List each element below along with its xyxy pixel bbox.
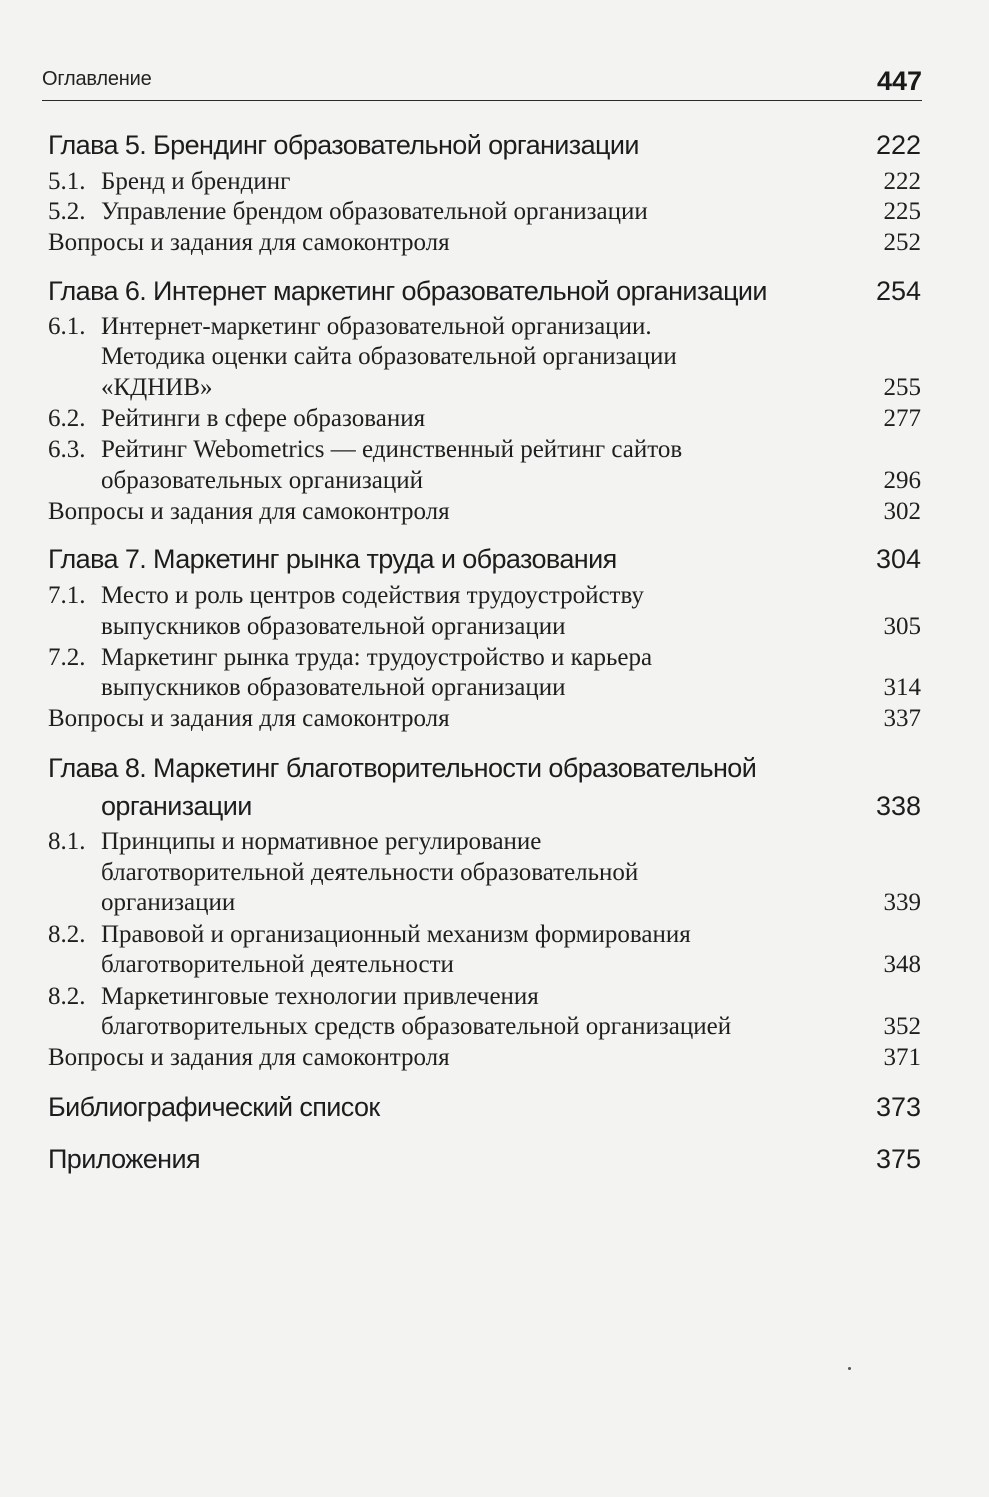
bibliography-title: Библиографический список <box>48 1092 380 1122</box>
paper-speck <box>848 1367 851 1370</box>
chapter-8-title-line: Глава 8. Маркетинг благотворительности образовательной <box>48 753 757 783</box>
appendices-title: Приложения <box>48 1144 200 1174</box>
section-page: 277 <box>883 405 921 432</box>
section-title-line: Методика оценки сайта образовательной организации <box>101 343 677 370</box>
chapter-5-title: Глава 5. Брендинг образовательной организации <box>48 130 639 160</box>
section-title: Бренд и брендинг <box>101 168 291 195</box>
chapter-6-title: Глава 6. Интернет маркетинг образовательной организации <box>48 276 767 306</box>
section-page: 305 <box>883 613 921 640</box>
section-page: 222 <box>883 168 921 195</box>
chapter-8-page: 338 <box>875 791 921 821</box>
bibliography-page: 373 <box>875 1092 921 1122</box>
questions-page: 371 <box>883 1044 921 1071</box>
questions-title: Вопросы и задания для самоконтроля <box>48 705 450 732</box>
section-number: 8.1. <box>48 828 86 855</box>
section-title-line: Маркетинговые технологии привлечения <box>101 983 539 1010</box>
section-title-line: Маркетинг рынка труда: трудоустройство и карьера <box>101 644 653 671</box>
chapter-8-title-line: организации <box>101 791 252 821</box>
section-title-line: Место и роль центров содействия трудоустройству <box>101 582 644 609</box>
questions-title: Вопросы и задания для самоконтроля <box>48 1044 450 1071</box>
section-number: 7.1. <box>48 582 86 609</box>
section-number: 6.2. <box>48 405 86 432</box>
section-title-line: выпускников образовательной организации <box>101 613 566 640</box>
header-page-number: 447 <box>876 66 922 96</box>
section-page: 255 <box>883 374 921 401</box>
questions-page: 252 <box>883 229 921 256</box>
section-number: 6.1. <box>48 313 86 340</box>
section-title: Рейтинги в сфере образования <box>101 405 426 432</box>
section-title-line: Интернет-маркетинг образовательной организации. <box>101 313 652 340</box>
section-title-line: образовательных организаций <box>101 467 424 494</box>
section-page: 339 <box>883 889 921 916</box>
questions-page: 337 <box>883 705 921 732</box>
section-page: 352 <box>883 1013 921 1040</box>
chapter-6-page: 254 <box>875 276 921 306</box>
section-title-line: благотворительной деятельности <box>101 951 454 978</box>
chapter-7-title: Глава 7. Маркетинг рынка труда и образования <box>48 544 617 574</box>
questions-title: Вопросы и задания для самоконтроля <box>48 498 450 525</box>
section-title-line: благотворительной деятельности образовательной <box>101 859 639 886</box>
chapter-7-page: 304 <box>875 544 921 574</box>
section-title-line: «КДНИВ» <box>101 374 213 401</box>
section-title: Управление брендом образовательной организации <box>101 198 648 225</box>
running-header <box>42 66 922 101</box>
section-number: 7.2. <box>48 644 86 671</box>
section-page: 225 <box>883 198 921 225</box>
questions-title: Вопросы и задания для самоконтроля <box>48 229 450 256</box>
section-number: 5.1. <box>48 168 86 195</box>
appendices-page: 375 <box>875 1144 921 1174</box>
questions-page: 302 <box>883 498 921 525</box>
header-label: Оглавление <box>42 68 152 90</box>
section-title-line: Принципы и нормативное регулирование <box>101 828 542 855</box>
section-title-line: Правовой и организационный механизм формирования <box>101 921 691 948</box>
section-number: 5.2. <box>48 198 86 225</box>
section-page: 314 <box>883 674 921 701</box>
section-title-line: организации <box>101 889 236 916</box>
section-page: 348 <box>883 951 921 978</box>
section-number: 8.2. <box>48 983 86 1010</box>
section-title-line: выпускников образовательной организации <box>101 674 566 701</box>
chapter-5-page: 222 <box>875 130 921 160</box>
section-number: 8.2. <box>48 921 86 948</box>
section-number: 6.3. <box>48 436 86 463</box>
section-title-line: благотворительных средств образовательной организацией <box>101 1013 732 1040</box>
section-title-line: Рейтинг Webometrics — единственный рейтинг сайтов <box>101 436 683 463</box>
section-page: 296 <box>883 467 921 494</box>
